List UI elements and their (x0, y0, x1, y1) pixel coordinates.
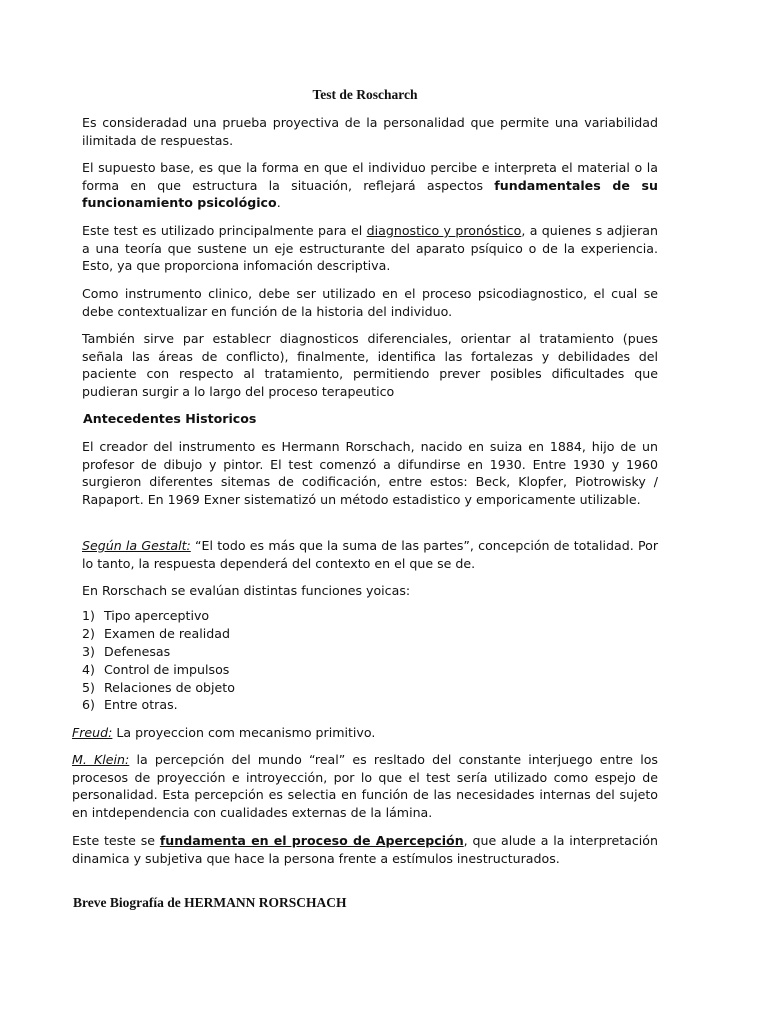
list-item (82, 625, 235, 643)
list-item (82, 679, 235, 697)
list-item-number: 2) (82, 625, 95, 641)
paragraph-freud: Freud: La proyeccion com mecanismo primitivo. (72, 725, 376, 740)
paragraph-functions-intro: En Rorschach se evalúan distintas funciones yoicas: (82, 583, 411, 598)
list-item-text: Control de impulsos (104, 661, 230, 677)
paragraph-apercepcion: Este teste se fundamenta en el proceso de Apercepción, que alude a la interpretación dinamica y subjetiva que hace la persona frente a estímulos inestructurados. (72, 833, 658, 866)
list-item-text: Examen de realidad (104, 625, 230, 641)
list-item (82, 696, 235, 714)
section-heading-biografia: Breve Biografía de HERMANN RORSCHACH (73, 895, 347, 910)
paragraph-usage: Este test es utilizado principalmente para el diagnostico y pronóstico, a quienes s adjieran a una teoría que sustene un eje estructurante del aparato psíquico o de la experiencia. Esto, ya que proporciona infomación descriptiva. (82, 223, 658, 274)
list-item-text: Defenesas (104, 643, 171, 659)
paragraph-clinical: Como instrumento clinico, debe ser utilizado en el proceso psicodiagnostico, el cual se debe contextualizar en función de la historia del individuo. (82, 286, 658, 319)
paragraph-definition: Es consideradad una prueba proyectiva de la personalidad que permite una variabilidad ilimitada de respuestas. (82, 115, 658, 148)
bold-phrase: fundamentales de su funcionamiento psicológico (82, 177, 659, 211)
document-title: Test de Roscharch (312, 87, 418, 102)
list-item-number: 3) (82, 643, 95, 659)
list-item-number: 1) (82, 608, 95, 623)
klein-label: M. Klein: (72, 752, 130, 767)
list-item-number: 5) (82, 679, 95, 695)
list-item-text: Tipo aperceptivo (104, 608, 210, 623)
list-item (82, 643, 235, 661)
freud-label: Freud: (72, 725, 113, 740)
paragraph-gestalt: Según la Gestalt: “El todo es más que la suma de las partes”, concepción de totalidad. Por lo tanto, la respuesta dependerá del contexto en el que se de. (82, 538, 658, 571)
list-item-text: Entre otras. (104, 697, 178, 713)
list-item-number: 4) (82, 661, 95, 677)
underlined-phrase: diagnostico y pronóstico (366, 223, 522, 238)
gestalt-label: Según la Gestalt: (82, 538, 191, 553)
bold-underlined-phrase: fundamenta en el proceso de Apercepción (159, 833, 464, 848)
list-item-text: Relaciones de objeto (104, 679, 235, 695)
paragraph-diagnostics: También sirve par establecr diagnosticos diferenciales, orientar al tratamiento (pues señala las áreas de conflicto), finalmente, identifica las fortalezas y debilidades del paciente con respecto al tratamiento, permitiendo prever posibles dificultades que pudieran surgir a lo largo del proceso terapeutico (82, 331, 658, 399)
functions-list (82, 607, 235, 714)
paragraph-history: El creador del instrumento es Hermann Rorschach, nacido en suiza en 1884, hijo de un profesor de dibujo y pintor. El test comenzó a difundirse en 1930. Entre 1930 y 1960 surgieron diferentes sitemas de codificación, entre estos: Beck, Klopfer, Piotrowisky / Rapaport. En 1969 Exner sistematizó un método estadistico y emporicamente utilizable. (82, 439, 658, 507)
section-heading-antecedentes: Antecedentes Historicos (83, 411, 257, 426)
paragraph-assumption: El supuesto base, es que la forma en que el individuo percibe e interpreta el material o la forma en que estructura la situación, reflejará aspectos fundamentales de su funcionamiento psicológico. (82, 160, 659, 211)
paragraph-klein: M. Klein: la percepción del mundo “real” es resltado del constante interjuego entre los procesos de proyección e introyección, por lo que el test sería utilizado como espejo de personalidad. Esta percepción es selectia en función de las necesidades internas del sujeto en intdependencia con cualidades externas de la lámina. (72, 752, 658, 820)
list-item (82, 607, 235, 625)
list-item (82, 661, 235, 679)
list-item-number: 6) (82, 697, 95, 713)
